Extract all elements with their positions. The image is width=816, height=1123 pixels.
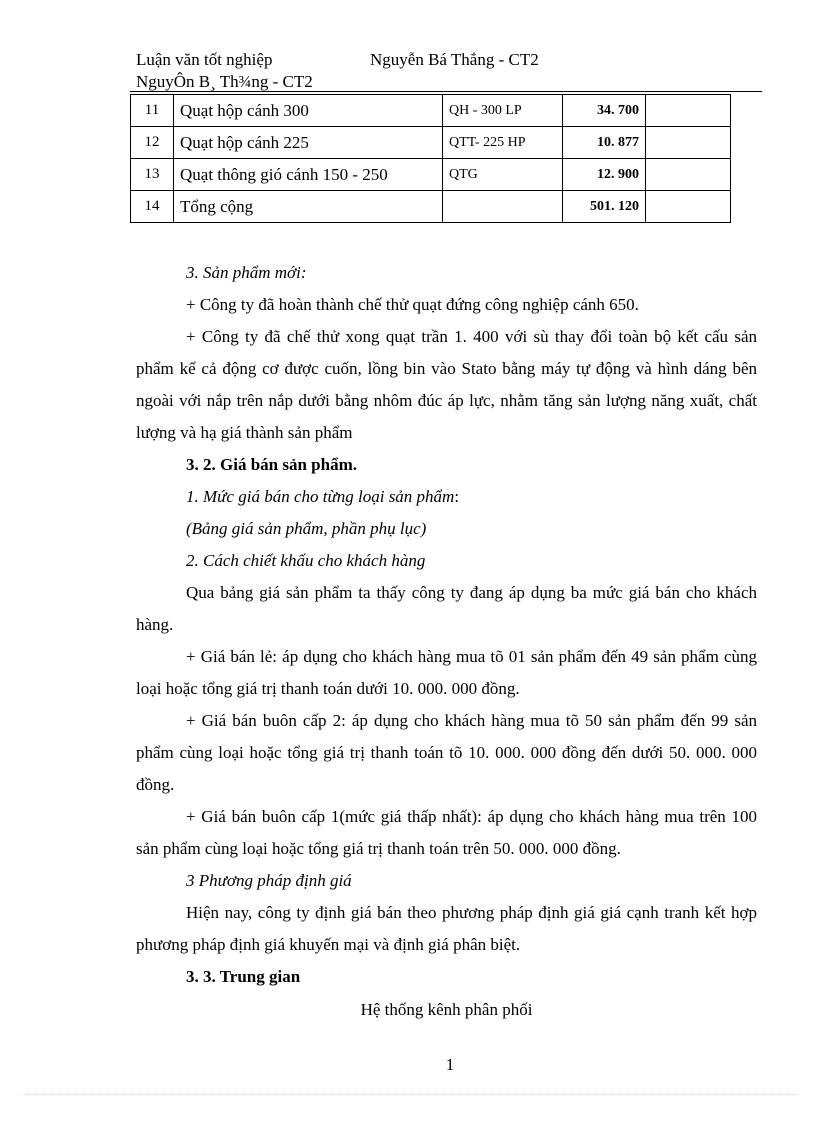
- paragraph-new-product-2: + Công ty đã chế thử xong quạt trần 1. 400 với sù thay đổi toàn bộ kết cấu sản phẩm kể cả động cơ được cuốn, lồng bin vào Stato bằng máy tự động và hình dáng bên ngoài với nắp trên nắp dưới bằng nhôm đúc áp lực, nhằm tăng sản lượng năng xuất, chất lượng và hạ giá thành sản phẩm: [136, 327, 757, 442]
- paragraph-new-product-1: + Công ty đã hoàn thành chế thử quạt đứng công nghiệp cánh 650.: [186, 295, 639, 314]
- table-row: [131, 159, 731, 191]
- heading-intermediaries: 3. 3. Trung gian: [186, 967, 301, 986]
- note-cell: [646, 127, 731, 159]
- subheading-price-level-colon: :: [454, 487, 460, 506]
- distribution-channel-title: Hệ thống kênh phân phối: [360, 1000, 533, 1019]
- header-author: Nguyễn Bá Thắng - CT2: [370, 50, 539, 69]
- row-number-cell: 13: [131, 159, 174, 191]
- row-number-cell: 14: [131, 191, 174, 223]
- section-new-products: 3. Sản phẩm mới:: [186, 263, 307, 282]
- note-cell: [646, 191, 731, 223]
- product-code-cell: QTG: [443, 159, 563, 191]
- product-name-cell: Quạt hộp cánh 300: [174, 95, 443, 127]
- heading-selling-price: 3. 2. Giá bán sản phẩm.: [186, 455, 357, 474]
- product-value-cell: 10. 877: [563, 127, 646, 159]
- paragraph-price-levels: Qua bảng giá sản phẩm ta thấy công ty đang áp dụng ba mức giá bán cho khách hàng.: [136, 583, 757, 634]
- product-value-cell: 501. 120: [563, 191, 646, 223]
- product-value-cell: 34. 700: [563, 95, 646, 127]
- row-number-cell: 12: [131, 127, 174, 159]
- subheading-pricing-method: 3 Phương pháp định giá: [186, 871, 352, 890]
- paragraph-wholesale-level-1: + Giá bán buôn cấp 1(mức giá thấp nhất): áp dụng cho khách hàng mua trên 100 sản phẩm cùng loại hoặc tổng giá trị thanh toán trên 50. 000. 000 đồng.: [136, 807, 757, 858]
- product-value-cell: 12. 900: [563, 159, 646, 191]
- price-table-reference: (Bảng giá sản phẩm, phần phụ lục): [186, 519, 427, 538]
- product-table: [130, 94, 731, 223]
- product-name-cell: Quạt hộp cánh 225: [174, 127, 443, 159]
- header-title-left: Luận văn tốt nghiệp: [136, 50, 273, 69]
- footer-dotted-rule: [22, 1094, 797, 1095]
- product-name-cell: Quạt thông gió cánh 150 - 250: [174, 159, 443, 191]
- table-row: [131, 95, 731, 127]
- page-number: 1: [445, 1055, 455, 1074]
- product-name-cell: Tổng cộng: [174, 191, 443, 223]
- product-code-cell: [443, 191, 563, 223]
- note-cell: [646, 159, 731, 191]
- note-cell: [646, 95, 731, 127]
- paragraph-wholesale-level-2: + Giá bán buôn cấp 2: áp dụng cho khách hàng mua tõ 50 sản phẩm đến 99 sản phẩm cùng loại hoặc tổng giá trị thanh toán tõ 10. 000. 000 đồng đến dưới 50. 000. 000 đồng.: [136, 711, 757, 794]
- paragraph-pricing-method: Hiện nay, công ty định giá bán theo phương pháp định giá giá cạnh tranh kết hợp phương pháp định giá khuyến mại và định giá phân biệt.: [136, 903, 757, 954]
- header-rule: [130, 91, 762, 92]
- row-number-cell: 11: [131, 95, 174, 127]
- subheading-price-level-text: 1. Mức giá bán cho từng loại sản phẩm: [186, 487, 455, 506]
- paragraph-retail-price: + Giá bán lẻ: áp dụng cho khách hàng mua tõ 01 sản phẩm đến 49 sản phẩm cùng loại hoặc tổng giá trị thanh toán dưới 10. 000. 000 đồng.: [136, 647, 757, 698]
- table-row: [131, 191, 731, 223]
- table-row: [131, 127, 731, 159]
- header-author-garbled: NguyÔn B¸ Th¾ng - CT2: [136, 72, 313, 91]
- subheading-price-level: [136, 481, 757, 513]
- product-code-cell: QH - 300 LP: [443, 95, 563, 127]
- product-code-cell: QTT- 225 HP: [443, 127, 563, 159]
- subheading-discount: 2. Cách chiết khấu cho khách hàng: [186, 551, 426, 570]
